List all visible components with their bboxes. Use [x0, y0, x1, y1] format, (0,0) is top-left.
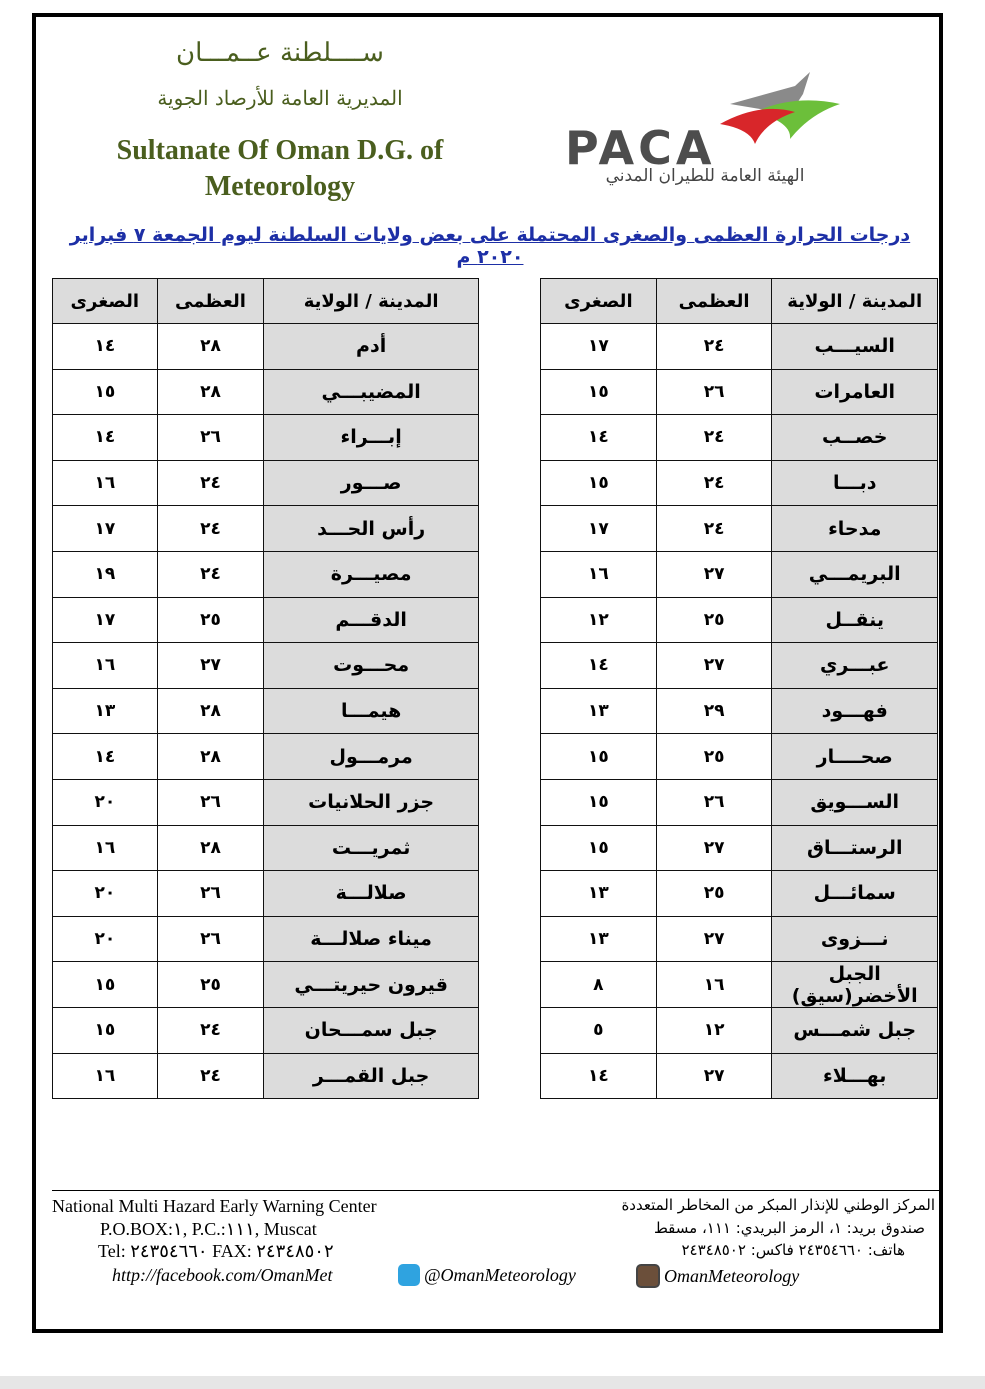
city-cell: ميناء صلالـــة: [264, 916, 479, 962]
table-row: [53, 369, 479, 415]
max-temp-cell: ٢٧: [656, 916, 772, 962]
max-temp-cell: ٢٦: [157, 415, 264, 461]
table-row: [541, 779, 938, 825]
temperature-table-right: [540, 278, 938, 1099]
min-temp-cell: ١٤: [53, 324, 158, 370]
city-cell: الدقـــم: [264, 597, 479, 643]
max-temp-cell: ٢٧: [656, 643, 772, 689]
header-max: العظمى: [157, 279, 264, 324]
table-body-left: [53, 324, 479, 1099]
min-temp-cell: ٥: [541, 1007, 657, 1053]
max-temp-cell: ٢٤: [656, 324, 772, 370]
min-temp-cell: ١٤: [541, 643, 657, 689]
header-arabic-directorate: المديرية العامة للأرصاد الجوية: [157, 86, 403, 110]
max-temp-cell: ٢٦: [157, 779, 264, 825]
city-cell: محـــوت: [264, 643, 479, 689]
table-row: [53, 597, 479, 643]
min-temp-cell: ١٧: [53, 506, 158, 552]
max-temp-cell: ٢٨: [157, 369, 264, 415]
page-title: درجات الحرارة العظمى والصغرى المحتملة على بعض ولايات السلطنة ليوم الجمعة ٧ فبراير ٢٠٢٠ م: [69, 224, 911, 268]
city-cell: بهـــلاء: [772, 1053, 938, 1099]
city-cell: ينقــل: [772, 597, 938, 643]
min-temp-cell: ١٤: [53, 415, 158, 461]
max-temp-cell: ٢٦: [656, 369, 772, 415]
min-temp-cell: ٨: [541, 962, 657, 1008]
min-temp-cell: ١٥: [53, 962, 158, 1008]
min-temp-cell: ٢٠: [53, 871, 158, 917]
min-temp-cell: ١٣: [541, 688, 657, 734]
table-row: [53, 551, 479, 597]
min-temp-cell: ١٣: [541, 916, 657, 962]
min-temp-cell: ١٥: [541, 779, 657, 825]
city-cell: البريمـــي: [772, 551, 938, 597]
header-min: الصغرى: [53, 279, 158, 324]
table-row: [541, 916, 938, 962]
table-row: [541, 643, 938, 689]
min-temp-cell: ٢٠: [53, 779, 158, 825]
header-english-title: [90, 133, 470, 205]
min-temp-cell: ١٥: [541, 825, 657, 871]
min-temp-cell: ١٤: [541, 1053, 657, 1099]
min-temp-cell: ١٧: [541, 324, 657, 370]
twitter-link[interactable]: [398, 1264, 576, 1286]
min-temp-cell: ١٦: [53, 643, 158, 689]
facebook-link[interactable]: [112, 1265, 332, 1286]
max-temp-cell: ٢٨: [157, 825, 264, 871]
city-cell: صحــــار: [772, 734, 938, 780]
instagram-icon: [636, 1264, 660, 1288]
max-temp-cell: ١٦: [656, 962, 772, 1008]
max-temp-cell: ٢٥: [656, 597, 772, 643]
city-cell: جبل القمـــر: [264, 1053, 479, 1099]
city-cell: نـــزوى: [772, 916, 938, 962]
city-cell: صـــور: [264, 460, 479, 506]
city-cell: مرمـــول: [264, 734, 479, 780]
header-city: المدينة / الولاية: [264, 279, 479, 324]
table-row: [541, 1007, 938, 1053]
min-temp-cell: ١٦: [53, 1053, 158, 1099]
min-temp-cell: ١٦: [53, 460, 158, 506]
table-row: [53, 506, 479, 552]
city-cell: السيـــب: [772, 324, 938, 370]
footer-phone-fax: Tel: ٢٤٣٥٤٦٦٠ FAX: ٢٤٣٤٨٥٠٢: [98, 1241, 334, 1261]
table-row: [53, 415, 479, 461]
table-row: [541, 871, 938, 917]
table-row: [53, 825, 479, 871]
max-temp-cell: ٢٦: [157, 871, 264, 917]
max-temp-cell: ٢٧: [656, 1053, 772, 1099]
footer-postal-address: P.O.BOX:١, P.C.:١١١, Muscat: [100, 1219, 317, 1239]
city-cell: مصيـــرة: [264, 551, 479, 597]
city-cell: دبـــا: [772, 460, 938, 506]
table-row: [541, 506, 938, 552]
logo-text: PACA: [565, 121, 716, 175]
city-cell: رأس الحـــد: [264, 506, 479, 552]
table-row: [53, 1053, 479, 1099]
city-cell: الجبل الأخضر(سيق): [772, 962, 938, 1008]
footer-arabic-phone: هاتف: ٢٤٣٥٤٦٦٠ فاكس: ٢٤٣٤٨٥٠٢: [681, 1241, 905, 1259]
max-temp-cell: ٢٦: [656, 779, 772, 825]
min-temp-cell: ١٧: [53, 597, 158, 643]
table-row: [53, 460, 479, 506]
min-temp-cell: ١٤: [53, 734, 158, 780]
min-temp-cell: ١٤: [541, 415, 657, 461]
city-cell: خصــب: [772, 415, 938, 461]
temperature-table-left: [52, 278, 479, 1099]
table-row: [541, 551, 938, 597]
table-row: [541, 460, 938, 506]
table-row: [53, 1007, 479, 1053]
page-shadow: [0, 1376, 985, 1389]
min-temp-cell: ١٧: [541, 506, 657, 552]
city-cell: صلالـــة: [264, 871, 479, 917]
header-arabic-sultanate: ســــلطنة عــمـــان: [176, 38, 384, 68]
max-temp-cell: ٢٤: [157, 1007, 264, 1053]
table-row: [53, 871, 479, 917]
table-row: [541, 688, 938, 734]
header-city: المدينة / الولاية: [772, 279, 938, 324]
table-header-row: [541, 279, 938, 324]
city-cell: الرستـــاق: [772, 825, 938, 871]
max-temp-cell: ٢٥: [656, 871, 772, 917]
max-temp-cell: ١٢: [656, 1007, 772, 1053]
city-cell: جزر الحلانيات: [264, 779, 479, 825]
min-temp-cell: ١٣: [53, 688, 158, 734]
table-row: [541, 962, 938, 1008]
logo-arabic-caption: الهيئة العامة للطيران المدني: [605, 166, 805, 186]
table-body-right: [541, 324, 938, 1099]
max-temp-cell: ٢٥: [656, 734, 772, 780]
max-temp-cell: ٢٧: [157, 643, 264, 689]
footer-center-name: National Multi Hazard Early Warning Center: [52, 1196, 377, 1216]
max-temp-cell: ٢٤: [656, 415, 772, 461]
footer-arabic-center-name: المركز الوطني للإنذار المبكر من المخاطر المتعددة: [621, 1196, 935, 1214]
instagram-handle[interactable]: OmanMeteorology: [664, 1265, 800, 1286]
table-row: [53, 962, 479, 1008]
table-row: [541, 734, 938, 780]
header-english-line1: Sultanate Of Oman D.G. of: [116, 135, 444, 166]
min-temp-cell: ١٥: [541, 369, 657, 415]
max-temp-cell: ٢٧: [656, 825, 772, 871]
max-temp-cell: ٢٤: [157, 506, 264, 552]
table-row: [53, 688, 479, 734]
max-temp-cell: ٢٨: [157, 324, 264, 370]
twitter-handle[interactable]: @OmanMeteorology: [424, 1264, 576, 1285]
max-temp-cell: ٢٧: [656, 551, 772, 597]
city-cell: العامرات: [772, 369, 938, 415]
min-temp-cell: ١٥: [53, 1007, 158, 1053]
max-temp-cell: ٢٤: [157, 460, 264, 506]
min-temp-cell: ١٩: [53, 551, 158, 597]
table-row: [541, 369, 938, 415]
city-cell: هيمـــا: [264, 688, 479, 734]
city-cell: فهـــود: [772, 688, 938, 734]
city-cell: عبـــري: [772, 643, 938, 689]
table-row: [53, 734, 479, 780]
max-temp-cell: ٢٨: [157, 734, 264, 780]
table-row: [541, 324, 938, 370]
min-temp-cell: ١٦: [541, 551, 657, 597]
city-cell: قيرون حيريتـــي: [264, 962, 479, 1008]
city-cell: جبل شمـــس: [772, 1007, 938, 1053]
city-cell: أدم: [264, 324, 479, 370]
min-temp-cell: ١٥: [541, 460, 657, 506]
min-temp-cell: ١٦: [53, 825, 158, 871]
table-row: [541, 415, 938, 461]
city-cell: ثمريـــت: [264, 825, 479, 871]
max-temp-cell: ٢٤: [157, 1053, 264, 1099]
table-row: [53, 324, 479, 370]
header-english-line2: Meteorology: [204, 171, 356, 202]
table-row: [541, 825, 938, 871]
max-temp-cell: ٢٤: [157, 551, 264, 597]
min-temp-cell: ١٣: [541, 871, 657, 917]
city-cell: الســـويق: [772, 779, 938, 825]
city-cell: إبـــراء: [264, 415, 479, 461]
min-temp-cell: ١٥: [541, 734, 657, 780]
max-temp-cell: ٢٩: [656, 688, 772, 734]
city-cell: جبل سمـــحان: [264, 1007, 479, 1053]
table-row: [53, 779, 479, 825]
table-row: [541, 597, 938, 643]
max-temp-cell: ٢٤: [656, 460, 772, 506]
table-header-row: [53, 279, 479, 324]
facebook-url[interactable]: http://facebook.com/OmanMet: [112, 1265, 333, 1285]
min-temp-cell: ١٢: [541, 597, 657, 643]
header-max: العظمى: [656, 279, 772, 324]
min-temp-cell: ١٥: [53, 369, 158, 415]
city-cell: مدحاء: [772, 506, 938, 552]
twitter-icon: [398, 1264, 420, 1286]
instagram-link[interactable]: [636, 1264, 799, 1288]
footer-arabic-postal: صندوق بريد: ١، الرمز البريدي: ١١١، مسقط: [653, 1219, 925, 1237]
city-cell: المضيبـــي: [264, 369, 479, 415]
max-temp-cell: ٢٥: [157, 597, 264, 643]
min-temp-cell: ٢٠: [53, 916, 158, 962]
max-temp-cell: ٢٤: [656, 506, 772, 552]
header-min: الصغرى: [541, 279, 657, 324]
table-row: [541, 1053, 938, 1099]
max-temp-cell: ٢٦: [157, 916, 264, 962]
max-temp-cell: ٢٨: [157, 688, 264, 734]
city-cell: سمائـــل: [772, 871, 938, 917]
footer-divider: [52, 1190, 942, 1191]
max-temp-cell: ٢٥: [157, 962, 264, 1008]
table-row: [53, 643, 479, 689]
table-row: [53, 916, 479, 962]
